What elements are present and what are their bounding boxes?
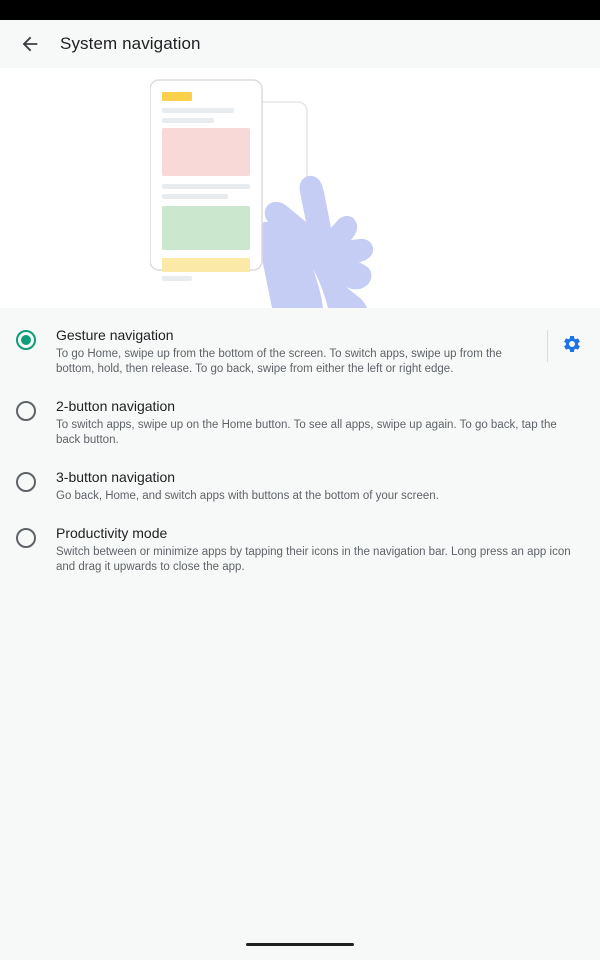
radio-2-button-navigation[interactable] bbox=[16, 401, 36, 421]
option-text-3-button-navigation bbox=[56, 468, 584, 504]
settings-divider bbox=[547, 330, 548, 362]
back-button[interactable] bbox=[12, 26, 48, 62]
option-description: Go back, Home, and switch apps with buttons at the bottom of your screen. bbox=[56, 490, 439, 502]
navigation-options-list bbox=[0, 308, 600, 585]
page-title: System navigation bbox=[60, 34, 201, 53]
gesture-navigation-settings-button[interactable] bbox=[558, 332, 586, 360]
option-3-button-navigation[interactable] bbox=[0, 458, 600, 514]
radio-3-button-navigation[interactable] bbox=[16, 472, 36, 492]
option-text-2-button-navigation bbox=[56, 397, 584, 448]
option-2-button-navigation[interactable] bbox=[0, 387, 600, 458]
gesture-navigation-illustration bbox=[150, 68, 450, 308]
option-title: Gesture navigation bbox=[56, 327, 174, 343]
option-productivity-mode[interactable] bbox=[0, 514, 600, 585]
radio-productivity-mode[interactable] bbox=[16, 528, 36, 548]
option-text-gesture-navigation bbox=[56, 326, 584, 377]
home-gesture-handle[interactable] bbox=[246, 943, 354, 946]
option-title: Productivity mode bbox=[56, 525, 168, 541]
illustration-area bbox=[0, 68, 600, 308]
system-navigation-bar bbox=[0, 928, 600, 960]
option-description: Switch between or minimize apps by tapping their icons in the navigation bar. Long press an app icon and drag it upwards to close the app. bbox=[56, 546, 571, 573]
gear-icon bbox=[562, 334, 582, 359]
option-description: To go Home, swipe up from the bottom of the screen. To switch apps, swipe up from the bottom, hold, then release. To go back, swipe from either the left or right edge. bbox=[56, 348, 502, 375]
option-description: To switch apps, swipe up on the Home button. To see all apps, swipe up again. To go back, tap the back button. bbox=[56, 419, 557, 446]
option-gesture-navigation[interactable] bbox=[0, 316, 600, 387]
option-text-productivity-mode bbox=[56, 524, 584, 575]
radio-gesture-navigation[interactable] bbox=[16, 330, 36, 350]
app-bar bbox=[0, 20, 600, 68]
option-title: 2-button navigation bbox=[56, 398, 176, 414]
option-title: 3-button navigation bbox=[56, 469, 176, 485]
status-bar bbox=[0, 0, 600, 20]
arrow-back-icon bbox=[19, 33, 41, 55]
